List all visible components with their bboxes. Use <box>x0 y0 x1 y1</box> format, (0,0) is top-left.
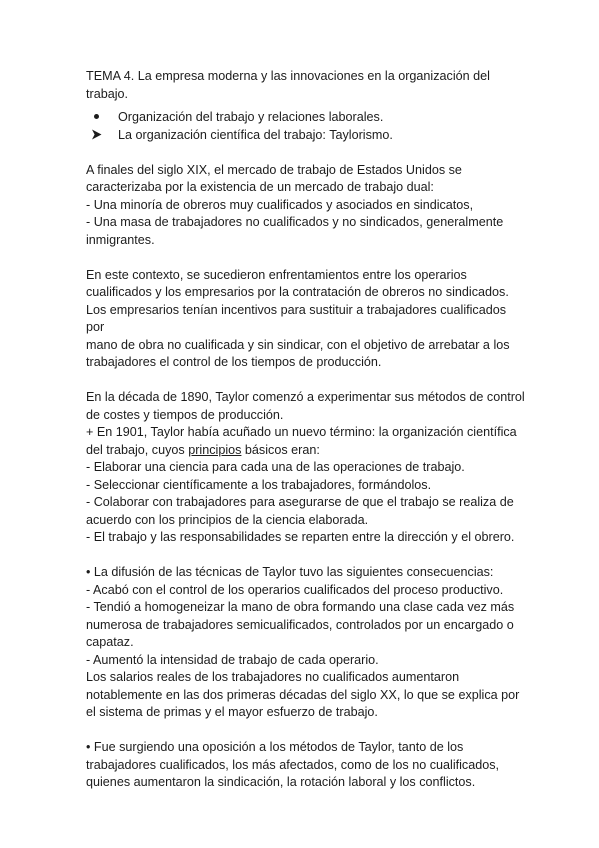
text-line: - Seleccionar científicamente a los trabajadores, formándolos. <box>86 477 432 492</box>
arrowhead-bullet-icon <box>89 127 103 145</box>
text-line: - Colaborar con trabajadores para asegurarse de que el trabajo se realiza de <box>86 495 514 509</box>
text-line: capataz. <box>86 635 134 649</box>
text-line: - Tendió a homogeneizar la mano de obra formando una clase cada vez más <box>86 600 515 614</box>
text-line: - Una minoría de obreros muy cualificados y asociados en sindicatos, <box>86 197 474 212</box>
text-line: cualificados y los empresarios por la contratación de obreros no sindicados. <box>86 285 509 299</box>
text-line: inmigrantes. <box>86 232 155 247</box>
list-item-text: Organización del trabajo y relaciones laborales. <box>118 110 384 124</box>
text-line: - Aumentó la intensidad de trabajo de cada operario. <box>86 652 379 667</box>
paragraph-context <box>86 267 526 372</box>
text-line: trabajadores cualificados, los más afectados, como de los no cualificados, <box>86 757 500 772</box>
text-line: - El trabajo y las responsabilidades se reparten entre la dirección y el obrero. <box>86 530 515 544</box>
paragraph-taylor-principles <box>86 389 526 547</box>
text-line: - Una masa de trabajadores no cualificados y no sindicados, generalmente <box>86 215 504 229</box>
text-line: acuerdo con los principios de la ciencia elaborada. <box>86 512 369 527</box>
text-line: de costes y tiempos de producción. <box>86 407 284 422</box>
text-line: el sistema de primas y el mayor esfuerzo de trabajo. <box>86 705 378 719</box>
text-line: • Fue surgiendo una oposición a los métodos de Taylor, tanto de los <box>86 740 464 754</box>
text-line: - Elaborar una ciencia para cada una de las operaciones de trabajo. <box>86 460 465 474</box>
text-line <box>86 442 526 460</box>
principios-link[interactable]: principios <box>188 442 242 457</box>
text-line: Los salarios reales de los trabajadores no cualificados aumentaron <box>86 670 460 684</box>
text-line: caracterizaba por la existencia de un mercado de trabajo dual: <box>86 180 434 194</box>
text-fragment: del trabajo, cuyos <box>86 442 189 457</box>
text-line: trabajadores el control de los tiempos de producción. <box>86 355 382 369</box>
list-item <box>86 127 526 145</box>
text-line: quienes aumentaron la sindicación, la rotación laboral y los conflictos. <box>86 775 476 789</box>
text-fragment: básicos eran: <box>241 442 320 457</box>
list-item-text: La organización científica del trabajo: Taylorismo. <box>118 127 393 142</box>
text-line: A finales del siglo XIX, el mercado de trabajo de Estados Unidos se <box>86 162 462 177</box>
text-line: - Acabó con el control de los operarios cualificados del proceso productivo. <box>86 582 504 597</box>
text-line: mano de obra no cualificada y sin sindicar, con el objetivo de arrebatar a los <box>86 337 510 352</box>
text-line: notablemente en las dos primeras décadas del siglo XX, lo que se explica por <box>86 687 520 702</box>
bullet-dot-icon <box>89 109 103 127</box>
text-line: numerosa de trabajadores semicualificados, controlados por un encargado o <box>86 617 514 632</box>
title-line: TEMA 4. La empresa moderna y las innovaciones en la organización del <box>86 69 490 83</box>
topic-list <box>86 109 526 144</box>
list-item <box>86 109 526 127</box>
paragraph-dual-market <box>86 162 526 250</box>
text-line: • La difusión de las técnicas de Taylor tuvo las siguientes consecuencias: <box>86 565 494 579</box>
text-line: En la década de 1890, Taylor comenzó a experimentar sus métodos de control <box>86 390 525 404</box>
text-line: + En 1901, Taylor había acuñado un nuevo término: la organización científica <box>86 425 517 439</box>
document-page <box>86 68 526 792</box>
document-title <box>86 68 526 103</box>
paragraph-opposition <box>86 739 526 792</box>
paragraph-consequences <box>86 564 526 722</box>
text-line: En este contexto, se sucedieron enfrentamientos entre los operarios <box>86 267 467 282</box>
text-line: Los empresarios tenían incentivos para sustituir a trabajadores cualificados por <box>86 302 507 334</box>
title-line: trabajo. <box>86 86 129 101</box>
